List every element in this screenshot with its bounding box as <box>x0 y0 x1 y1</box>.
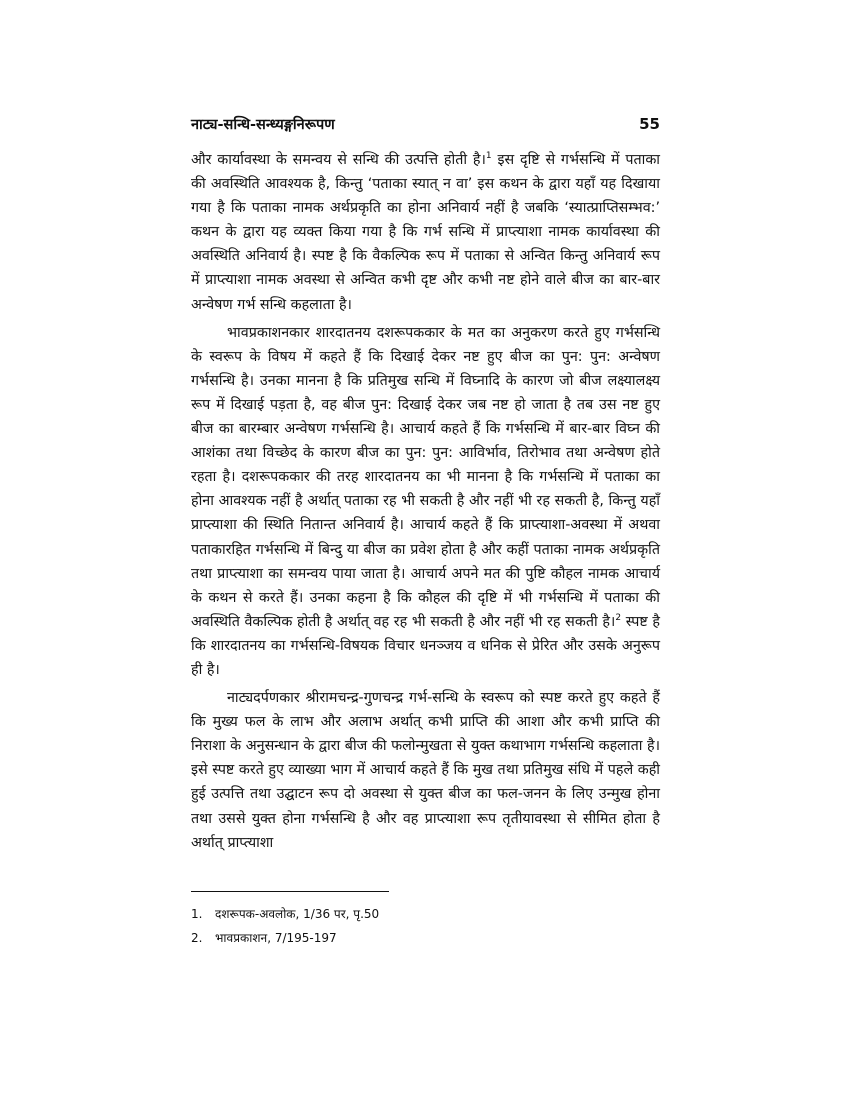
paragraph-3: नाट्यदर्पणकार श्रीरामचन्द्र-गुणचन्द्र गर्भ-सन्धि के स्वरूप को स्पष्ट करते हुए कहते हैं कि मुख्य फल के लाभ और अलाभ अर्थात् कभी प्राप्ति की आशा और कभी प्राप्ति की निराशा के अनुसन्धान के द्वारा बीज की फलोन्मुखता से युक्त कथाभाग गर्भसन्धि कहलाता है। इसे स्पष्ट करते हुए व्याख्या भाग में आचार्य कहते हैं कि मुख तथा प्रतिमुख संधि में पहले कही हुई उत्पत्ति तथा उद्घाटन रूप दो अवस्था से युक्त बीज का फल-जनन के लिए उन्मुख होना तथा उससे युक्त होना गर्भसन्धि है और वह प्राप्त्याशा रूप तृतीयावस्था से सीमित होता है अर्थात् प्राप्त्याशा <box>191 690 660 851</box>
paragraph-text: और कार्यावस्था के समन्वय से सन्धि की उत्पत्ति होती है। <box>191 152 486 168</box>
paragraph-1 <box>191 148 660 317</box>
footnote-text: दशरूपक-अवलोक, 1/36 पर, पृ.50 <box>215 907 380 921</box>
paragraph-2 <box>191 321 660 682</box>
paragraph-text: भावप्रकाशनकार शारदातनय दशरूपककार के मत का अनुकरण करते हुए गर्भसन्धि के स्वरूप के विषय में कहते हैं कि दिखाई देकर नष्ट हुए बीज का पुन: पुन: अन्वेषण गर्भसन्धि है। उनका मानना है कि प्रतिमुख सन्धि में विघ्नादि के कारण जो बीज लक्ष्यालक्ष्य रूप में दिखाई पड़ता है, वह बीज पुन: दिखाई देकर जब नष्ट हो जाता है तब उस नष्ट हुए बीज का बारम्बार अन्वेषण गर्भसन्धि है। आचार्य कहते हैं कि गर्भसन्धि में बार-बार विघ्न की आशंका तथा विच्छेद के कारण बीज का पुन: पुन: आविर्भाव, तिरोभाव तथा अन्वेषण होते रहता है। दशरूपककार की तरह शारदातनय का भी मानना है कि गर्भसन्धि में पताका का होना आवश्यक नहीं है अर्थात् पताका रह भी सकती है और नहीं भी रह सकती है, किन्तु यहाँ प्राप्त्याशा की स्थिति नितान्त अनिवार्य है। आचार्य कहते हैं कि प्राप्त्याशा-अवस्था में अथवा पताकारहित गर्भसन्धि में बिन्दु या बीज का प्रवेश होता है और कहीं पताका नामक अर्थप्रकृति तथा प्राप्त्याशा का समन्वय पाया जाता है। आचार्य अपने मत की पुष्टि कौहल नामक आचार्य के कथन से करते हैं। उनका कहना है कि कौहल की दृष्टि में भी गर्भसन्धि में पताका की अवस्थिति वैकल्पिक होती है अर्थात् वह रह भी सकती है और नहीं भी रह सकती है। <box>191 324 660 630</box>
footnote-ref-2: 2 <box>615 613 622 624</box>
page-number: 55 <box>639 115 660 133</box>
footnote-divider <box>191 891 389 892</box>
footnotes <box>191 902 660 950</box>
body-text <box>191 148 660 855</box>
footnote-number: 1. <box>191 907 203 921</box>
footnote-item <box>191 926 660 950</box>
running-title: नाट्य-सन्धि-सन्ध्यङ्गनिरूपण <box>191 117 335 133</box>
footnote-number: 2. <box>191 931 203 945</box>
footnote-text: भावप्रकाशन, 7/195-197 <box>215 931 337 945</box>
page-header <box>191 114 660 136</box>
footnote-ref-1: 1 <box>485 151 492 162</box>
footnote-item <box>191 902 660 926</box>
paragraph-text: स्पष्ट है कि शारदातनय का गर्भसन्धि-विषयक विचार धनञ्जय व धनिक से प्रेरित और उसके अनुरूप ही है। <box>191 613 660 678</box>
paragraph-text: इस दृष्टि से गर्भसन्धि में पताका की अवस्थिति आवश्यक है, किन्तु ‘पताका स्यात् न वा’ इस कथन के द्वारा यहाँ यह दिखाया गया है कि पताका नामक अर्थप्रकृति का होना अनिवार्य नहीं है जबकि ‘स्यात्प्राप्तिसम्भव:’ कथन के द्वारा यह व्यक्त किया गया है कि गर्भ सन्धि में प्राप्त्याशा नामक कार्यावस्था की अवस्थिति अनिवार्य है। स्पष्ट है कि वैकल्पिक रूप में पताका से अन्वित किन्तु अनिवार्य रूप में प्राप्त्याशा नामक अवस्था से अन्वित कभी दृष्ट और कभी नष्ट होने वाले बीज का बार-बार अन्वेषण गर्भ सन्धि कहलाता है। <box>191 152 661 313</box>
